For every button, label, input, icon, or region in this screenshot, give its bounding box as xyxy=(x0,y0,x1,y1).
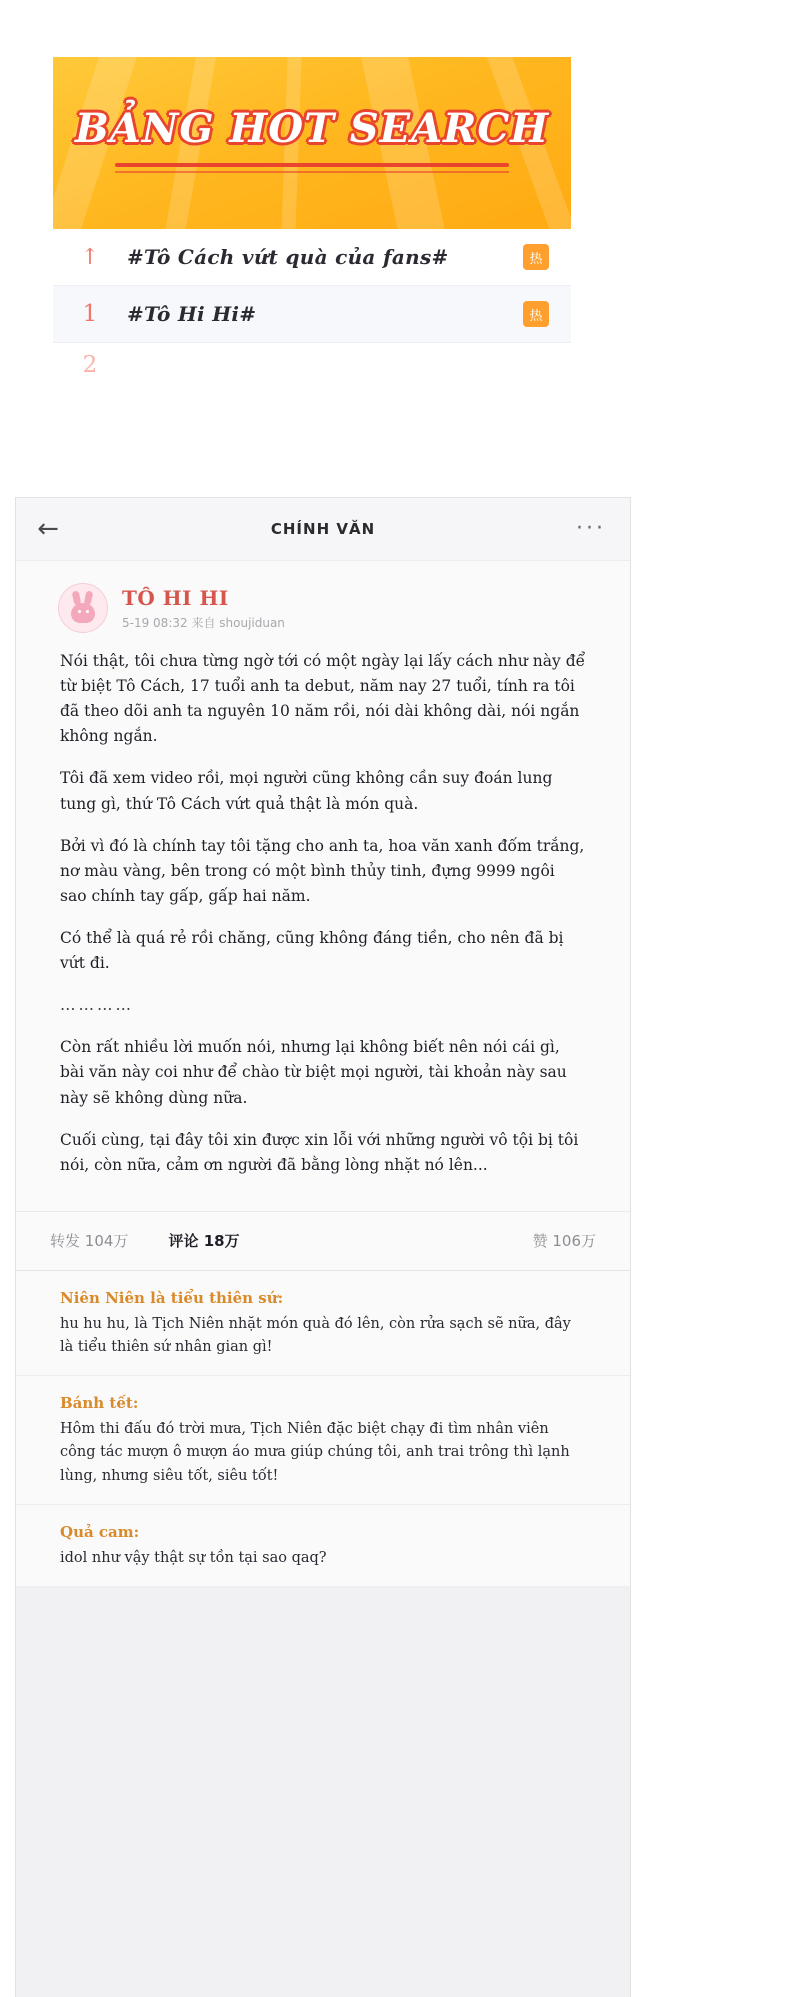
like-count: 106万 xyxy=(552,1232,596,1251)
like-stat[interactable] xyxy=(533,1230,596,1251)
author-info xyxy=(122,586,285,631)
rank-number: 2 xyxy=(82,352,98,378)
hot-search-topic[interactable]: #Tô Hi Hi# xyxy=(127,302,257,326)
title-underline xyxy=(115,163,509,167)
title-underline-secondary xyxy=(115,171,509,173)
status-badge: 热 xyxy=(523,301,549,327)
repost-label: 转发 xyxy=(50,1232,81,1251)
post-paragraph: Có thể là quá rẻ rồi chăng, cũng không đáng tiền, cho nên đã bị vứt đi. xyxy=(60,928,564,973)
comment-label: 评论 xyxy=(168,1232,199,1251)
author-name[interactable]: TÔ HI HI xyxy=(122,585,229,610)
comment-author[interactable]: Bánh tết: xyxy=(60,1394,139,1413)
page-title: CHÍNH VĂN xyxy=(270,520,376,538)
repost-count: 104万 xyxy=(84,1232,129,1251)
post-paragraph-ellipsis: ………… xyxy=(60,996,134,1015)
post-paragraph: Nói thật, tôi chưa từng ngờ tới có một ngày lại lấy cách như này để từ biệt Tô Cách, 17 tuổi anh ta debut, năm nay 27 tuổi, tính ra tôi đã theo dõi anh ta nguyên 10 năm rồi, nói dài không dài, nói ngắn không ngắn. xyxy=(60,652,586,746)
comment-text: hu hu hu, là Tịch Niên nhặt món quà đó lên, còn rửa sạch sẽ nữa, đây là tiểu thiên sứ nhân gian gì! xyxy=(60,1315,571,1356)
comment-list xyxy=(16,1271,630,1587)
avatar-eye-icon xyxy=(78,610,81,613)
post-timestamp: 5-19 08:32 来自 shoujiduan xyxy=(122,615,285,630)
hot-search-panel xyxy=(53,57,571,455)
post-detail-screen xyxy=(16,498,630,1997)
post-paragraph: Cuối cùng, tại đây tôi xin được xin lỗi với những người vô tội bị tôi nói, còn nữa, cảm ơn người đã bằng lòng nhặt nó lên... xyxy=(60,1130,579,1174)
hot-search-row-partial[interactable] xyxy=(53,343,571,387)
hot-search-row[interactable] xyxy=(53,286,571,343)
hot-search-topic[interactable]: #Tô Cách vứt quà của fans# xyxy=(127,245,449,269)
rank-arrow-up-icon xyxy=(53,244,127,270)
avatar-face-icon xyxy=(71,603,95,623)
comment-count: 18万 xyxy=(203,1232,240,1251)
status-badge: 热 xyxy=(523,244,549,270)
avatar-eye-icon xyxy=(86,610,89,613)
comment-text: Hôm thi đấu đó trời mưa, Tịch Niên đặc biệt chạy đi tìm nhân viên công tác mượn ô mượn áo mưa giúp chúng tôi, anh trai trông thì lạnh lùng, nhưng siêu tốt, siêu tốt! xyxy=(60,1421,570,1484)
comment-author[interactable]: Niên Niên là tiểu thiên sứ: xyxy=(60,1288,284,1307)
list-item[interactable] xyxy=(16,1376,630,1505)
comment-text: idol như vậy thật sự tồn tại sao qaq? xyxy=(60,1549,327,1566)
post-text xyxy=(16,643,630,1178)
repost-stat[interactable] xyxy=(50,1230,128,1251)
hot-search-row[interactable] xyxy=(53,229,571,286)
list-item[interactable] xyxy=(16,1271,630,1376)
like-label: 赞 xyxy=(532,1232,548,1251)
author-header xyxy=(16,561,630,643)
navigation-bar xyxy=(16,498,630,560)
post-stats-bar xyxy=(16,1211,630,1271)
post-body xyxy=(16,560,630,1211)
rank-number: 1 xyxy=(82,301,98,327)
hot-search-title: BẢNG HOT SEARCH xyxy=(74,105,550,152)
post-paragraph: Tôi đã xem video rồi, mọi người cũng không cần suy đoán lung tung gì, thứ Tô Cách vứt quả thật là món quà. xyxy=(60,769,553,813)
post-paragraph: Còn rất nhiều lời muốn nói, nhưng lại không biết nên nói cái gì, bài văn này coi như để chào từ biệt mọi người, tài khoản này sau này sẽ không dùng nữa. xyxy=(60,1038,567,1107)
arrow-up-icon: ↑ xyxy=(80,245,100,270)
more-dots-icon[interactable]: ··· xyxy=(576,516,606,541)
hot-search-banner xyxy=(53,57,571,229)
post-paragraph: Bởi vì đó là chính tay tôi tặng cho anh ta, hoa văn xanh đốm trắng, nơ màu vàng, bên trong có một bình thủy tinh, đựng 9999 ngôi sao chính tay gấp, gấp hai năm. xyxy=(60,836,585,905)
comment-author[interactable]: Quả cam: xyxy=(60,1522,140,1541)
avatar[interactable] xyxy=(58,583,108,633)
list-item[interactable] xyxy=(16,1505,630,1587)
arrow-left-icon[interactable]: ← xyxy=(37,514,59,544)
comment-stat[interactable] xyxy=(168,1230,239,1251)
